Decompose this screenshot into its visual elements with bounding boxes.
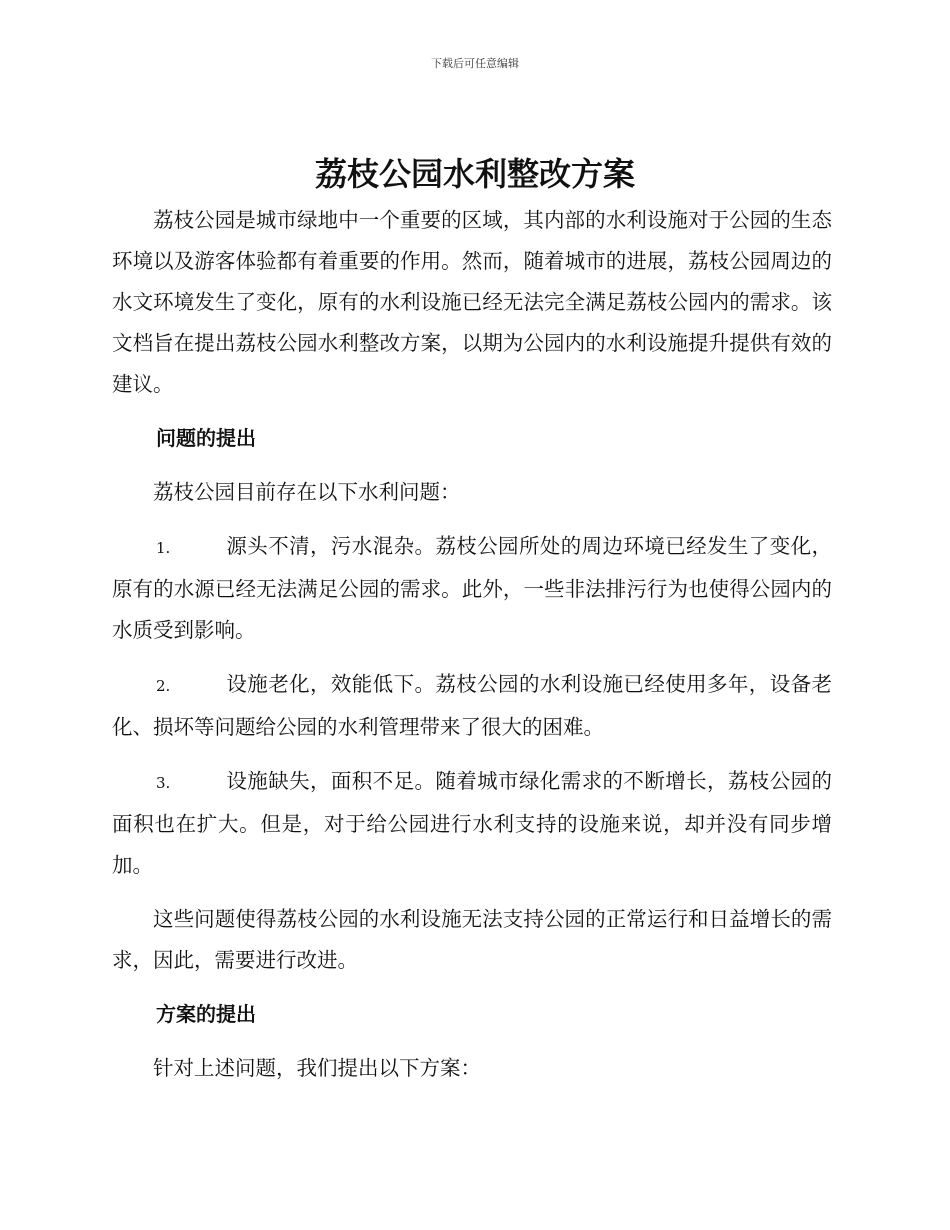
document-title: 荔枝公园水利整改方案 xyxy=(314,155,635,193)
header-note: 下载后可任意编辑 xyxy=(431,57,519,70)
section-heading-solutions: 方案的提出 xyxy=(156,1002,256,1026)
list-item-text: 设施老化，效能低下。荔枝公园的水利设施已经使用多年，设备老化、损坏等问题给公园的水利管理带来了很大的困难。 xyxy=(112,672,832,739)
problems-conclusion-paragraph: 这些问题使得荔枝公园的水利设施无法支持公园的正常运行和日益增长的需求，因此，需要进行改进。 xyxy=(112,907,832,972)
list-item xyxy=(112,664,832,748)
list-item-number: 1. xyxy=(156,539,171,557)
list-item-text: 源头不清，污水混杂。荔枝公园所处的周边环境已经发生了变化，原有的水源已经无法满足公园的需求。此外，一些非法排污行为也使得公园内的水质受到影响。 xyxy=(112,534,832,642)
solutions-lead-paragraph: 针对上述问题，我们提出以下方案： xyxy=(153,1056,481,1080)
list-item xyxy=(112,761,832,886)
problems-lead-paragraph: 荔枝公园目前存在以下水利问题： xyxy=(153,480,461,504)
list-item-number: 2. xyxy=(156,677,171,695)
section-heading-problems: 问题的提出 xyxy=(156,426,256,450)
list-item xyxy=(112,526,832,651)
list-item-text: 设施缺失，面积不足。随着城市绿化需求的不断增长，荔枝公园的面积也在扩大。但是，对于给公园进行水利支持的设施来说，却并没有同步增加。 xyxy=(112,769,832,877)
list-item-number: 3. xyxy=(156,774,171,792)
document-body xyxy=(112,200,832,1102)
intro-paragraph: 荔枝公园是城市绿地中一个重要的区域，其内部的水利设施对于公园的生态环境以及游客体验都有着重要的作用。然而，随着城市的进展，荔枝公园周边的水文环境发生了变化，原有的水利设施已经无法完全满足荔枝公园内的需求。该文档旨在提出荔枝公园水利整改方案，以期为公园内的水利设施提升提供有效的建议。 xyxy=(112,208,832,396)
